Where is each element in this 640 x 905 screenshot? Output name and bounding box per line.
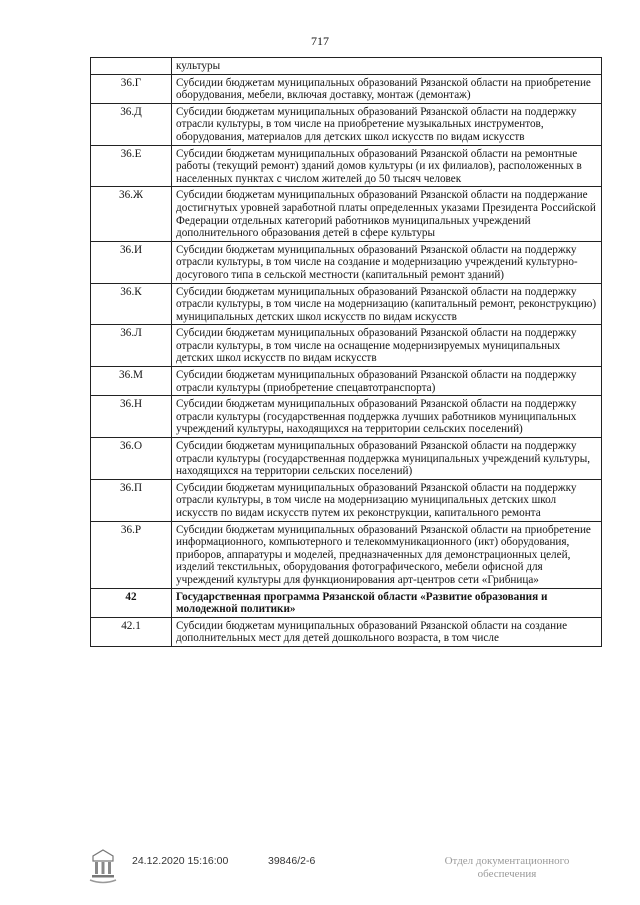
emblem-logo-icon xyxy=(86,847,120,887)
table-row xyxy=(91,521,602,588)
row-description: Государственная программа Рязанской области «Развитие образования и молодежной политики» xyxy=(172,588,602,617)
row-description: Субсидии бюджетам муниципальных образований Рязанской области на поддержку отрасли культуры (приобретение спецавтотранспорта) xyxy=(172,367,602,396)
table-row xyxy=(91,396,602,438)
footer-timestamp: 24.12.2020 15:16:00 xyxy=(132,855,229,867)
row-code: 36.К xyxy=(91,283,172,325)
row-code: 36.О xyxy=(91,438,172,480)
table-body xyxy=(91,58,602,647)
table-row xyxy=(91,103,602,145)
table-row xyxy=(91,588,602,617)
table-row xyxy=(91,283,602,325)
table-row xyxy=(91,617,602,646)
row-code: 36.Е xyxy=(91,145,172,187)
row-description: Субсидии бюджетам муниципальных образований Рязанской области на поддержку отрасли культуры, в том числе на оснащение модернизируемых муниципальных детских школ искусств по видам искусств xyxy=(172,325,602,367)
row-code: 36.П xyxy=(91,479,172,521)
table-row xyxy=(91,438,602,480)
row-code: 36.И xyxy=(91,241,172,283)
row-description: Субсидии бюджетам муниципальных образований Рязанской области на поддержку отрасли культуры (государственная поддержка муниципальных учреждений культуры, находящихся на территории сельских поселений) xyxy=(172,438,602,480)
table-row xyxy=(91,145,602,187)
row-description: Субсидии бюджетам муниципальных образований Рязанской области на приобретение информационного, компьютерного и телекоммуникационного (икт) оборудования, приборов, аппаратуры и моделей, предназначенных для демонстрационных целей, изделий текстильных, оборудования фотографического, мебели офисной для учреждений культуры для функционирования арт-центров сети «Грибница» xyxy=(172,521,602,588)
table-row xyxy=(91,58,602,75)
row-code: 36.Л xyxy=(91,325,172,367)
row-code: 36.Р xyxy=(91,521,172,588)
table-row xyxy=(91,325,602,367)
row-description: культуры xyxy=(172,58,602,75)
footer-department-stamp: Отдел документационного обеспечения xyxy=(444,855,570,880)
table-row xyxy=(91,241,602,283)
row-code: 42.1 xyxy=(91,617,172,646)
row-description: Субсидии бюджетам муниципальных образований Рязанской области на приобретение оборудования, мебели, включая доставку, монтаж (демонтаж) xyxy=(172,74,602,103)
row-description: Субсидии бюджетам муниципальных образований Рязанской области на поддержание достигнутых уровней заработной платы определенных указами Президента Российской Федерации отдельных категорий работников муниципальных учреждений дополнительного образования детей в сфере культуры xyxy=(172,187,602,241)
row-code xyxy=(91,58,172,75)
row-code: 36.Г xyxy=(91,74,172,103)
row-description: Субсидии бюджетам муниципальных образований Рязанской области на ремонтные работы (текущий ремонт) зданий домов культуры (и их филиалов), расположенных в населенных пунктах с числом жителей до 50 тысяч человек xyxy=(172,145,602,187)
footer xyxy=(0,847,640,897)
table-row xyxy=(91,367,602,396)
row-description: Субсидии бюджетам муниципальных образований Рязанской области на поддержку отрасли культуры, в том числе на модернизацию муниципальных детских школ искусств по видам искусств путем их реконструкции, капитального ремонта xyxy=(172,479,602,521)
table-row xyxy=(91,479,602,521)
row-description: Субсидии бюджетам муниципальных образований Рязанской области на поддержку отрасли культуры, в том числе на приобретение музыкальных инструментов, оборудования, материалов для детских школ искусств по видам искусств xyxy=(172,103,602,145)
row-description: Субсидии бюджетам муниципальных образований Рязанской области на поддержку отрасли культуры, в том числе на модернизацию (капитальный ремонт, реконструкцию) муниципальных детских школ искусств по видам искусств xyxy=(172,283,602,325)
table-row xyxy=(91,187,602,241)
document-table xyxy=(90,57,602,647)
page-number: 717 xyxy=(311,34,329,48)
row-description: Субсидии бюджетам муниципальных образований Рязанской области на поддержку отрасли культуры, в том числе на создание и модернизацию учреждений культурно-досугового типа в сельской местности (капитальный ремонт зданий) xyxy=(172,241,602,283)
table-row xyxy=(91,74,602,103)
row-description: Субсидии бюджетам муниципальных образований Рязанской области на создание дополнительных мест для детей дошкольного возраста, в том числе xyxy=(172,617,602,646)
row-code: 42 xyxy=(91,588,172,617)
row-code: 36.Н xyxy=(91,396,172,438)
row-code: 36.Д xyxy=(91,103,172,145)
footer-document-id: 39846/2-6 xyxy=(268,855,316,867)
row-code: 36.М xyxy=(91,367,172,396)
row-code: 36.Ж xyxy=(91,187,172,241)
row-description: Субсидии бюджетам муниципальных образований Рязанской области на поддержку отрасли культуры (государственная поддержка лучших работников муниципальных учреждений культуры, находящихся на территории сельских поселений) xyxy=(172,396,602,438)
